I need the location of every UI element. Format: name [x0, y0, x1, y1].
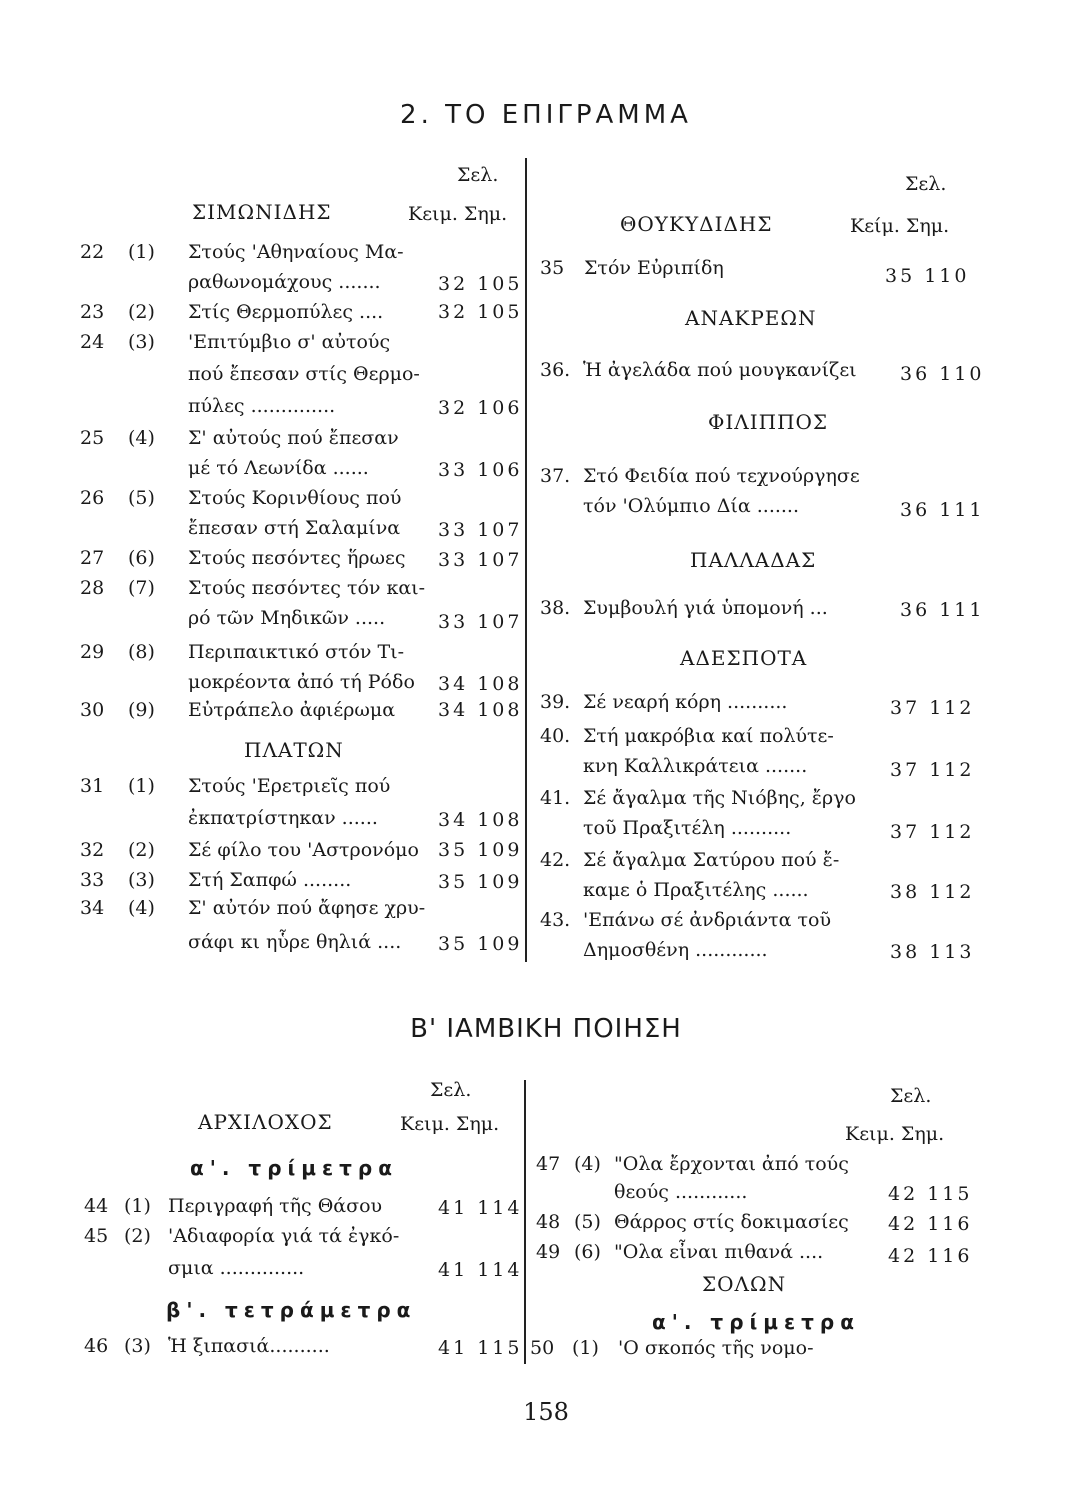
author-heading: ΣΟΛΩΝ	[702, 1272, 787, 1296]
entry-pages: 38 112	[890, 881, 975, 903]
entry-number: 24	[80, 331, 105, 353]
entry-pages: 42 116	[888, 1213, 973, 1235]
page-label: Σελ.	[905, 173, 947, 195]
author-heading: ΑΔΕΣΠΟΤΑ	[680, 646, 808, 670]
entry-pages: 32 105	[438, 301, 523, 323]
entry-title-cont: ρό τῶν Μηδικῶν .....	[188, 607, 386, 629]
entry-pages: 33 107	[438, 519, 523, 541]
entry-subnumber: (3)	[124, 1335, 151, 1357]
entry-number: 23	[80, 301, 105, 323]
page-label: Σελ.	[890, 1085, 932, 1107]
entry-number: 26	[80, 487, 105, 509]
section-title-iambic: Β' ΙΑΜΒΙΚΗ ΠΟΙΗΣΗ	[410, 1014, 682, 1044]
entry-title-cont: μοκρέοντα ἀπό τή Ρόδο	[188, 671, 415, 693]
entry-title-cont: πού ἔπεσαν στίς Θερμο-	[188, 363, 420, 385]
entry-number: 40.	[540, 725, 571, 747]
entry-pages: 35 109	[438, 933, 523, 955]
entry-title-cont: ἐκπατρίστηκαν ......	[188, 807, 378, 829]
entry-pages: 41 114	[438, 1197, 523, 1219]
entry-title-cont: ἔπεσαν στή Σαλαμίνα	[188, 517, 401, 539]
entry-number: 46	[84, 1335, 109, 1357]
entry-subnumber: (3)	[128, 869, 155, 891]
entry-title-cont: ραθωνομάχους .......	[188, 271, 381, 293]
entry-title: Σέ ἄγαλμα Σατύρου πού ἔ-	[583, 849, 840, 871]
entry-number: 48	[536, 1211, 561, 1233]
entry-title: Στόν Εὐριπίδη	[584, 257, 724, 279]
entry-subnumber: (9)	[128, 699, 155, 721]
entry-number: 32	[80, 839, 105, 861]
entry-title: Περιγραφή τῆς Θάσου	[168, 1195, 383, 1217]
entry-pages: 42 116	[888, 1245, 973, 1267]
entry-number: 22	[80, 241, 105, 263]
entry-title: Στή μακρόβια καί πολύτε-	[583, 725, 834, 747]
entry-pages: 35 109	[438, 839, 523, 861]
entry-subnumber: (3)	[128, 331, 155, 353]
entry-title: Σέ φίλο του 'Αστρονόμο	[188, 839, 419, 861]
entry-title: Συμβουλή γιά ὑπομονή ...	[583, 597, 828, 619]
column-divider	[524, 1080, 526, 1364]
entry-title: Στούς Κορινθίους πού	[188, 487, 402, 509]
entry-title: Ἡ ξιπασιά..........	[168, 1335, 330, 1357]
entry-title-cont: τόν 'Ολύμπιο Δία .......	[583, 495, 800, 517]
entry-pages: 42 115	[888, 1183, 973, 1205]
entry-pages: 33 107	[438, 611, 523, 633]
entry-pages: 32 106	[438, 397, 523, 419]
entry-number: 25	[80, 427, 105, 449]
entry-title-cont: σάφι κι ηὗρε θηλιά ....	[188, 931, 402, 953]
entry-number: 44	[84, 1195, 109, 1217]
entry-number: 34	[80, 897, 105, 919]
entry-number: 43.	[540, 909, 571, 931]
entry-title: "Ολα εἶναι πιθανά ....	[614, 1241, 824, 1263]
entry-title: "Ολα ἔρχονται ἀπό τούς	[614, 1153, 849, 1175]
entry-pages: 35 109	[438, 871, 523, 893]
entry-title: Σ' αὐτόν πού ἄφησε χρυ-	[188, 897, 426, 919]
entry-number: 38.	[540, 597, 571, 619]
entry-number: 30	[80, 699, 105, 721]
entry-subnumber: (2)	[124, 1225, 151, 1247]
author-heading: ΠΑΛΛΑΔΑΣ	[690, 548, 817, 572]
entry-number: 49	[536, 1241, 561, 1263]
entry-title: Στή Σαπφώ ........	[188, 869, 352, 891]
meter-heading: β'. τετράμετρα	[166, 1298, 417, 1322]
entry-number: 42.	[540, 849, 571, 871]
page-label: Σελ.	[457, 164, 499, 186]
entry-subnumber: (8)	[128, 641, 155, 663]
entry-number: 29	[80, 641, 105, 663]
entry-number: 37.	[540, 465, 571, 487]
entry-title: Ἡ ἀγελάδα πού μουγκανίζει	[583, 359, 857, 381]
entry-subnumber: (6)	[574, 1241, 601, 1263]
entry-pages: 38 113	[890, 941, 975, 963]
entry-title: 'Αδιαφορία γιά τά ἐγκό-	[168, 1225, 400, 1247]
entry-pages: 36 111	[900, 599, 985, 621]
entry-pages: 34 108	[438, 673, 523, 695]
entry-number: 47	[536, 1153, 561, 1175]
entry-pages: 33 107	[438, 549, 523, 571]
entry-pages: 36 111	[900, 499, 985, 521]
entry-number: 31	[80, 775, 105, 797]
entry-title: Στό Φειδία πού τεχνούργησε	[583, 465, 860, 487]
page-label: Σελ.	[430, 1079, 472, 1101]
column-divider	[525, 158, 527, 962]
entry-subnumber: (7)	[128, 577, 155, 599]
entry-number: 45	[84, 1225, 109, 1247]
entry-number: 50	[530, 1337, 555, 1359]
entry-number: 36.	[540, 359, 571, 381]
entry-number: 33	[80, 869, 105, 891]
entry-title: Σέ νεαρή κόρη ..........	[583, 691, 788, 713]
entry-number: 27	[80, 547, 105, 569]
meter-heading: α'. τρίμετρα	[652, 1310, 860, 1334]
entry-title: 'Επάνω σέ ἀνδριάντα τοῦ	[583, 909, 832, 931]
entry-number: 28	[80, 577, 105, 599]
entry-subnumber: (4)	[128, 897, 155, 919]
entry-subnumber: (5)	[128, 487, 155, 509]
entry-subnumber: (1)	[124, 1195, 151, 1217]
entry-title: Περιπαικτικό στόν Τι-	[188, 641, 405, 663]
meter-heading: α'. τρίμετρα	[190, 1156, 398, 1180]
entry-subnumber: (2)	[128, 839, 155, 861]
entry-subnumber: (2)	[128, 301, 155, 323]
entry-title: Στούς 'Ερετριεῖς πού	[188, 775, 391, 797]
entry-pages: 37 112	[890, 759, 975, 781]
entry-title: Σ' αὐτούς πού ἔπεσαν	[188, 427, 399, 449]
entry-pages: 37 112	[890, 697, 975, 719]
entry-subnumber: (1)	[572, 1337, 599, 1359]
author-heading: ΦΙΛΙΠΠΟΣ	[708, 410, 829, 434]
entry-title-cont: κνη Καλλικράτεια .......	[583, 755, 808, 777]
entry-subnumber: (4)	[574, 1153, 601, 1175]
entry-pages: 41 115	[438, 1337, 523, 1359]
entry-title-cont: τοῦ Πραξιτέλη ..........	[583, 817, 792, 839]
entry-title: Στίς Θερμοπύλες ....	[188, 301, 384, 323]
entry-title-cont: σμια ..............	[168, 1257, 305, 1279]
entry-number: 41.	[540, 787, 571, 809]
entry-title: Στούς πεσόντες τόν και-	[188, 577, 426, 599]
entry-title-cont: καμε ὁ Πραξιτέλης ......	[583, 879, 809, 901]
entry-title: Θάρρος στίς δοκιμασίες	[614, 1211, 849, 1233]
author-heading: ΣΙΜΩΝΙΔΗΣ	[192, 200, 332, 224]
author-heading: ΑΡΧΙΛΟΧΟΣ	[198, 1110, 333, 1134]
entry-pages: 34 108	[438, 699, 523, 721]
entry-subnumber: (1)	[128, 775, 155, 797]
entry-subnumber: (6)	[128, 547, 155, 569]
entry-pages: 41 114	[438, 1259, 523, 1281]
entry-pages: 34 108	[438, 809, 523, 831]
page-number: 158	[523, 1398, 569, 1426]
author-heading: ΑΝΑΚΡΕΩΝ	[685, 306, 817, 330]
section-title-epigram: 2. ΤΟ ΕΠΙΓΡΑΜΜΑ	[400, 100, 692, 130]
entry-number: 35	[540, 257, 565, 279]
column-header: Κείμ. Σημ.	[850, 215, 950, 237]
author-heading: ΠΛΑΤΩΝ	[244, 738, 344, 762]
column-header: Κειμ. Σημ.	[400, 1113, 500, 1135]
entry-pages: 35 110	[885, 265, 970, 287]
entry-title: Σέ ἄγαλμα τῆς Νιόβης, ἔργο	[583, 787, 856, 809]
entry-pages: 32 105	[438, 273, 523, 295]
column-header: Κειμ. Σημ.	[408, 203, 508, 225]
entry-pages: 33 106	[438, 459, 523, 481]
entry-title: Στούς 'Αθηναίους Μα-	[188, 241, 404, 263]
entry-title: Εὐτράπελο ἀφιέρωμα	[188, 699, 396, 721]
entry-title-cont: πύλες ..............	[188, 395, 336, 417]
entry-title-cont: θεούς ............	[614, 1181, 748, 1203]
entry-number: 39.	[540, 691, 571, 713]
author-heading: ΘΟΥΚΥΔΙΔΗΣ	[620, 212, 773, 236]
entry-pages: 37 112	[890, 821, 975, 843]
entry-subnumber: (5)	[574, 1211, 601, 1233]
column-header: Κειμ. Σημ.	[845, 1123, 945, 1145]
entry-subnumber: (1)	[128, 241, 155, 263]
entry-subnumber: (4)	[128, 427, 155, 449]
entry-pages: 36 110	[900, 363, 985, 385]
entry-title-cont: μέ τό Λεωνίδα ......	[188, 457, 369, 479]
entry-title: Στούς πεσόντες ἥρωες	[188, 547, 406, 569]
entry-title: 'Ο σκοπός τῆς νομο-	[618, 1337, 814, 1359]
entry-title: 'Επιτύμβιο σ' αὐτούς	[188, 331, 391, 353]
entry-title-cont: Δημοσθένη ............	[583, 939, 768, 961]
